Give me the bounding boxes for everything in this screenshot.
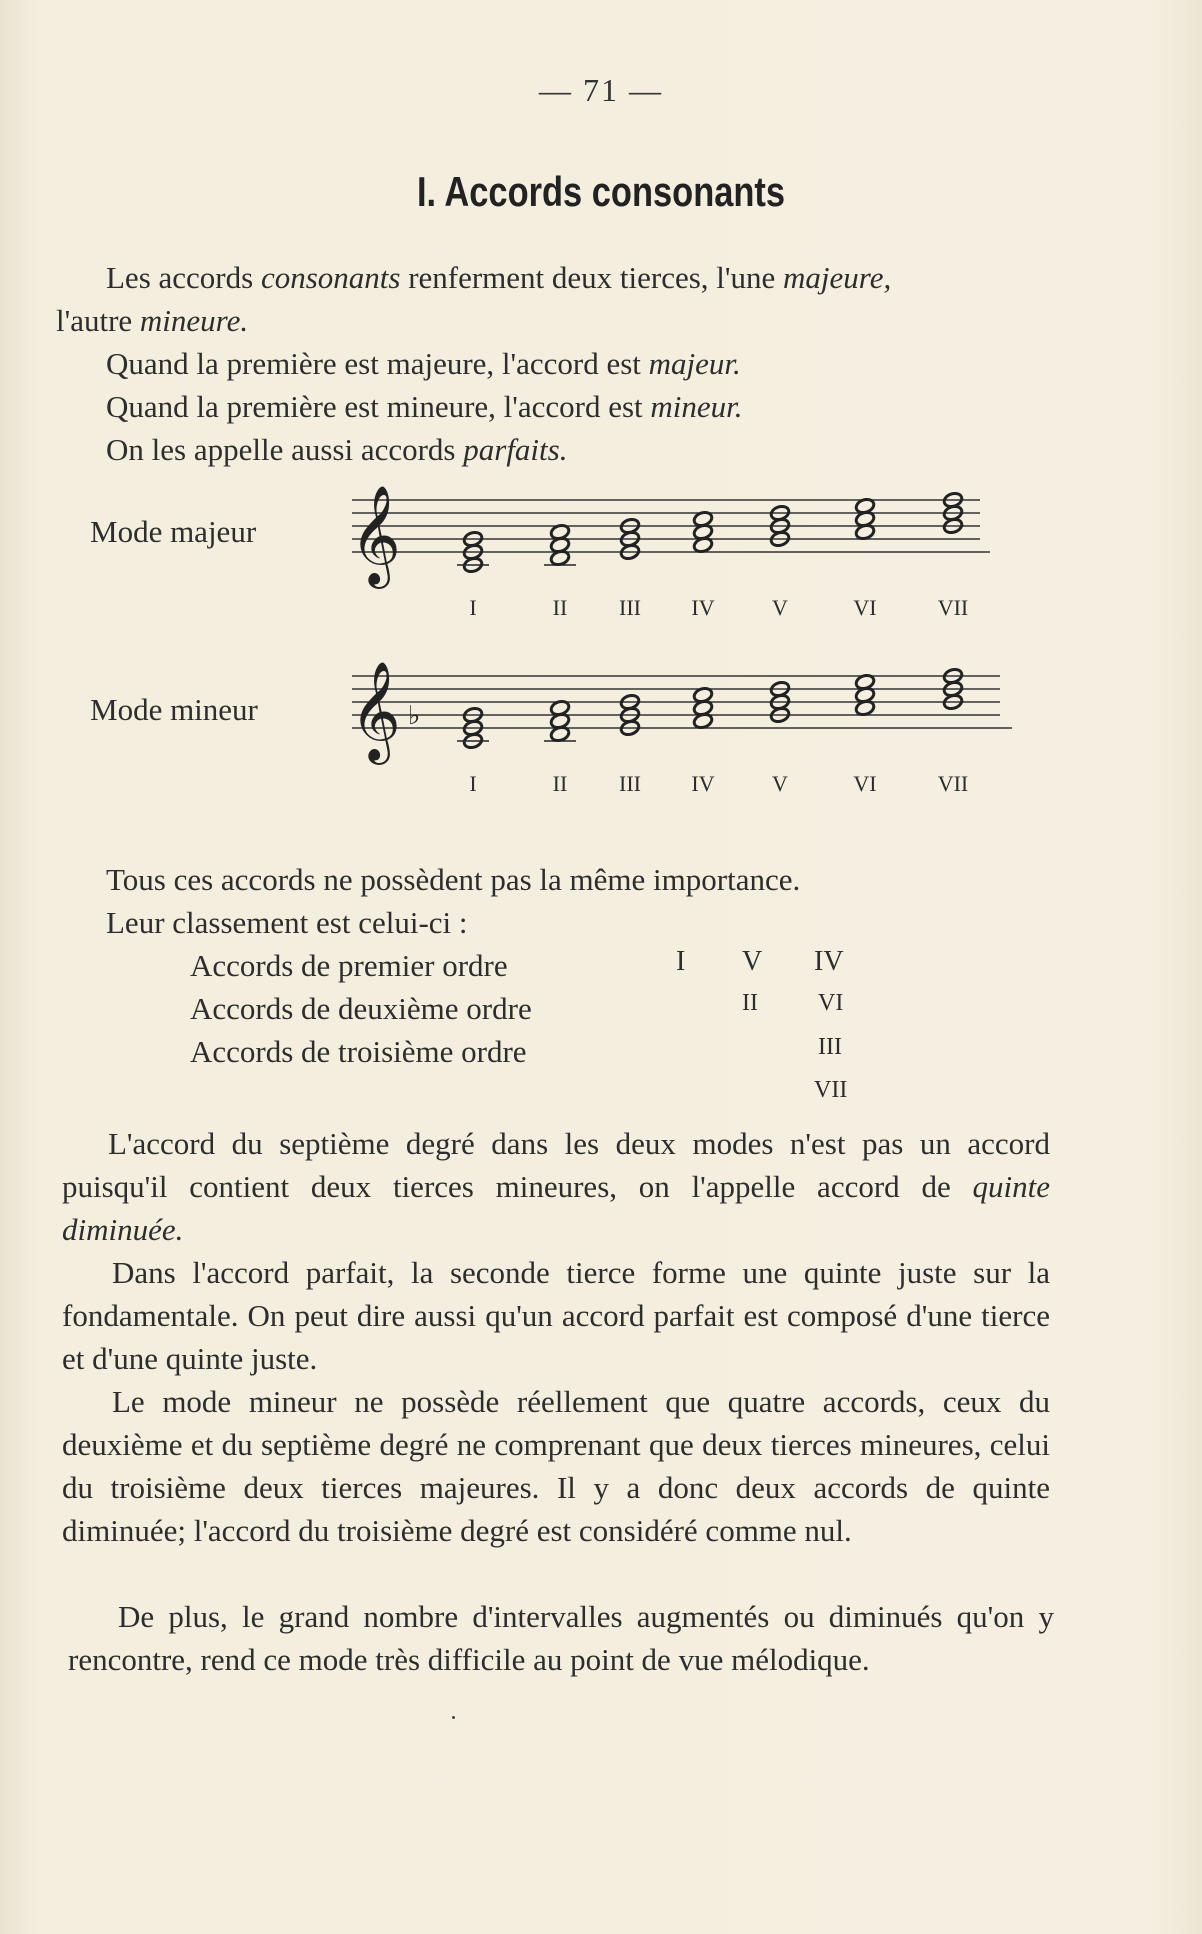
order-degree: III [818,1034,842,1060]
degree-label: II [552,771,568,796]
order-degree: VII [814,1077,848,1103]
intro-line-3: Quand la première est majeure, l'accord est majeur. [106,346,741,381]
page-number: — 71 — [539,72,663,108]
minor-mode-label: Mode mineur [90,692,258,727]
minor-mode-staff [340,656,1020,816]
degree-label: VI [853,595,877,620]
classement-line-2: Leur classement est celui-ci : [106,905,468,940]
section-heading: I. Accords consonants [416,168,786,215]
degree-label: I [469,595,477,620]
degree-label: VII [937,595,969,620]
major-mode-label: Mode majeur [90,514,257,549]
classement-line-1: Tous ces accords ne possèdent pas la même importance. [106,862,801,897]
order-row-3: Accords de troisième ordre [190,1034,527,1069]
degree-label: III [619,771,641,796]
chord-degree-iv [693,510,714,553]
degree-label: I [469,771,477,796]
order-row-2: Accords de deuxième ordre [190,991,532,1026]
order-degree: IV [814,946,844,977]
treble-clef-icon: 𝄞 [350,485,401,585]
paragraph-mode-mineur: Le mode mineur ne possède réellement que quatre accords, ceux du deuxième et du septième degré ne comprenant que deux tierces mineures, celui du troisième deux tierces majeures. Il y a donc deux accords de quinte diminuée; l'accord du troisième degré est considéré comme nul. [62,1384,1050,1548]
chord-degree-vi [855,673,876,716]
major-mode-staff [340,480,1000,640]
treble-clef-icon: 𝄞 [350,661,401,761]
degree-label: IV [691,595,715,620]
ink-speck [452,1716,455,1719]
intro-line-1: Les accords consonants renferment deux tierces, l'une majeure, [106,260,892,295]
order-degree: VI [818,990,844,1016]
flat-icon: ♭ [408,701,421,731]
chord-degree-ii [544,699,576,742]
degree-label: VI [853,771,877,796]
chord-degree-ii [544,523,576,566]
degree-label: III [619,595,641,620]
order-degree: V [742,946,763,977]
order-degree: I [676,946,686,977]
degree-label: II [552,595,568,620]
paragraph-accord-parfait: Dans l'accord parfait, la seconde tierce forme une quinte juste sur la fondamentale. On peut dire aussi qu'un accord parfait est composé d'une tierce et d'une quinte juste. [62,1255,1050,1376]
chord-degree-iv [693,686,714,729]
degree-label: VII [937,771,969,796]
intro-line-5: On les appelle aussi accords parfaits. [106,432,568,467]
order-row-1: Accords de premier ordre [190,948,508,983]
degree-label: IV [691,771,715,796]
order-degree: II [742,990,758,1016]
degree-label: V [772,771,788,796]
intro-line-4: Quand la première est mineure, l'accord est mineur. [106,389,743,424]
chord-degree-vi [855,497,876,540]
degree-label: V [772,595,788,620]
paragraph-de-plus: De plus, le grand nombre d'intervalles augmentés ou diminués qu'on y rencontre, rend ce mode très difficile au point de vue mélodique. [68,1599,1054,1677]
intro-line-2: l'autre mineure. [56,303,249,338]
paragraph-septieme: L'accord du septième degré dans les deux modes n'est pas un accord puisqu'il contient deux tierces mineures, on l'appelle accord de quinte diminuée. [62,1126,1050,1247]
